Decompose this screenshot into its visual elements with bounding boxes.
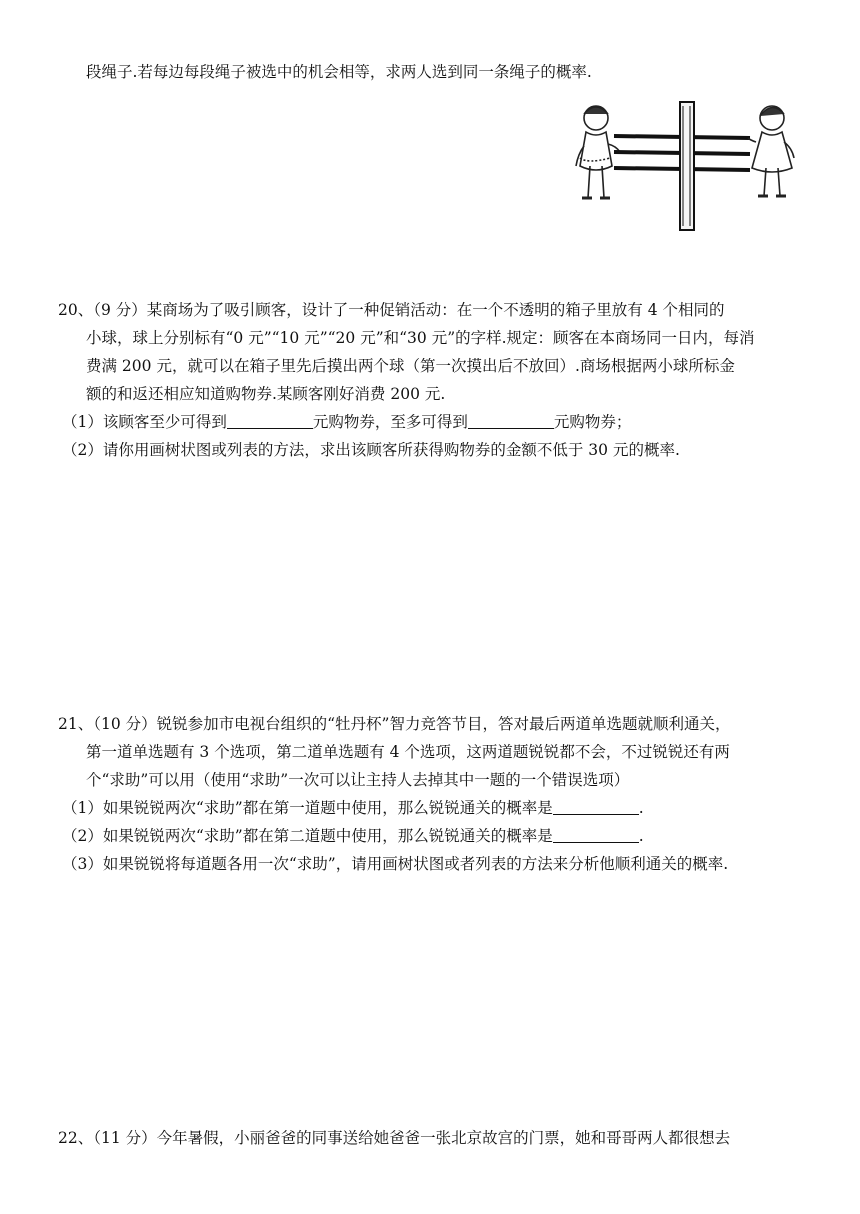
q20-line-2: 小球，球上分别标有“0 元”“10 元”“20 元”和“30 元”的字样.规定：顾客在本商场同一日内，每消 bbox=[86, 329, 755, 347]
q20-part-1-text-b: 元购物券，至多可得到 bbox=[312, 413, 468, 431]
q21-part-1-answer-blank[interactable] bbox=[553, 796, 639, 815]
q20-max-coupon-blank[interactable] bbox=[468, 410, 554, 429]
q21-part-1 bbox=[62, 794, 644, 822]
q20-min-coupon-blank[interactable] bbox=[227, 410, 313, 429]
q20-part-1-text-a: （1）该顾客至少可得到 bbox=[62, 413, 227, 431]
left-girl-figure bbox=[576, 106, 620, 198]
q20-part-2: （2）请你用画树状图或列表的方法，求出该顾客所获得购物券的金额不低于 30 元的概率. bbox=[62, 441, 680, 459]
rope-illustration bbox=[570, 98, 810, 238]
q21-part-3: （3）如果锐锐将每道题各用一次“求助”，请用画树状图或者列表的方法来分析他顺利通关的概率. bbox=[62, 855, 729, 873]
rope-figure-svg bbox=[570, 98, 810, 238]
q19-tail-text: 段绳子.若每边每段绳子被选中的机会相等，求两人选到同一条绳子的概率. bbox=[86, 63, 592, 81]
q22-line-1: 22、（11 分）今年暑假，小丽爸爸的同事送给她爸爸一张北京故宫的门票，她和哥哥两人都很想去 bbox=[58, 1129, 731, 1147]
q20-line-1: 20、（9 分）某商场为了吸引顾客，设计了一种促销活动：在一个不透明的箱子里放有 4 个相同的 bbox=[58, 301, 725, 319]
divider-board bbox=[680, 102, 694, 230]
q21-part-1-text-a: （1）如果锐锐两次“求助”都在第一道题中使用，那么锐锐通关的概率是 bbox=[62, 799, 553, 817]
q20-part-1-text-c: 元购物券； bbox=[553, 413, 632, 431]
q20-line-3: 费满 200 元，就可以在箱子里先后摸出两个球（第一次摸出后不放回）.商场根据两小球所标金 bbox=[86, 357, 735, 375]
q21-part-1-text-b: . bbox=[638, 799, 644, 817]
q20-line-4: 额的和返还相应知道购物券.某顾客刚好消费 200 元. bbox=[86, 385, 446, 403]
q21-line-2: 第一道单选题有 3 个选项，第二道单选题有 4 个选项，这两道题锐锐都不会，不过锐锐还有两 bbox=[86, 743, 730, 761]
q21-part-2 bbox=[62, 822, 644, 850]
q20-part-1 bbox=[62, 408, 631, 436]
q21-line-1: 21、（10 分）锐锐参加市电视台组织的“牡丹杯”智力竞答节目，答对最后两道单选题就顺利通关， bbox=[58, 715, 731, 733]
q21-line-3: 个“求助”可以用（使用“求助”一次可以让主持人去掉其中一题的一个错误选项） bbox=[86, 771, 630, 789]
q21-part-2-text-b: . bbox=[638, 827, 644, 845]
q21-part-2-text-a: （2）如果锐锐两次“求助”都在第二道题中使用，那么锐锐通关的概率是 bbox=[62, 827, 553, 845]
right-girl-figure bbox=[748, 106, 794, 196]
q21-part-2-answer-blank[interactable] bbox=[553, 824, 639, 843]
